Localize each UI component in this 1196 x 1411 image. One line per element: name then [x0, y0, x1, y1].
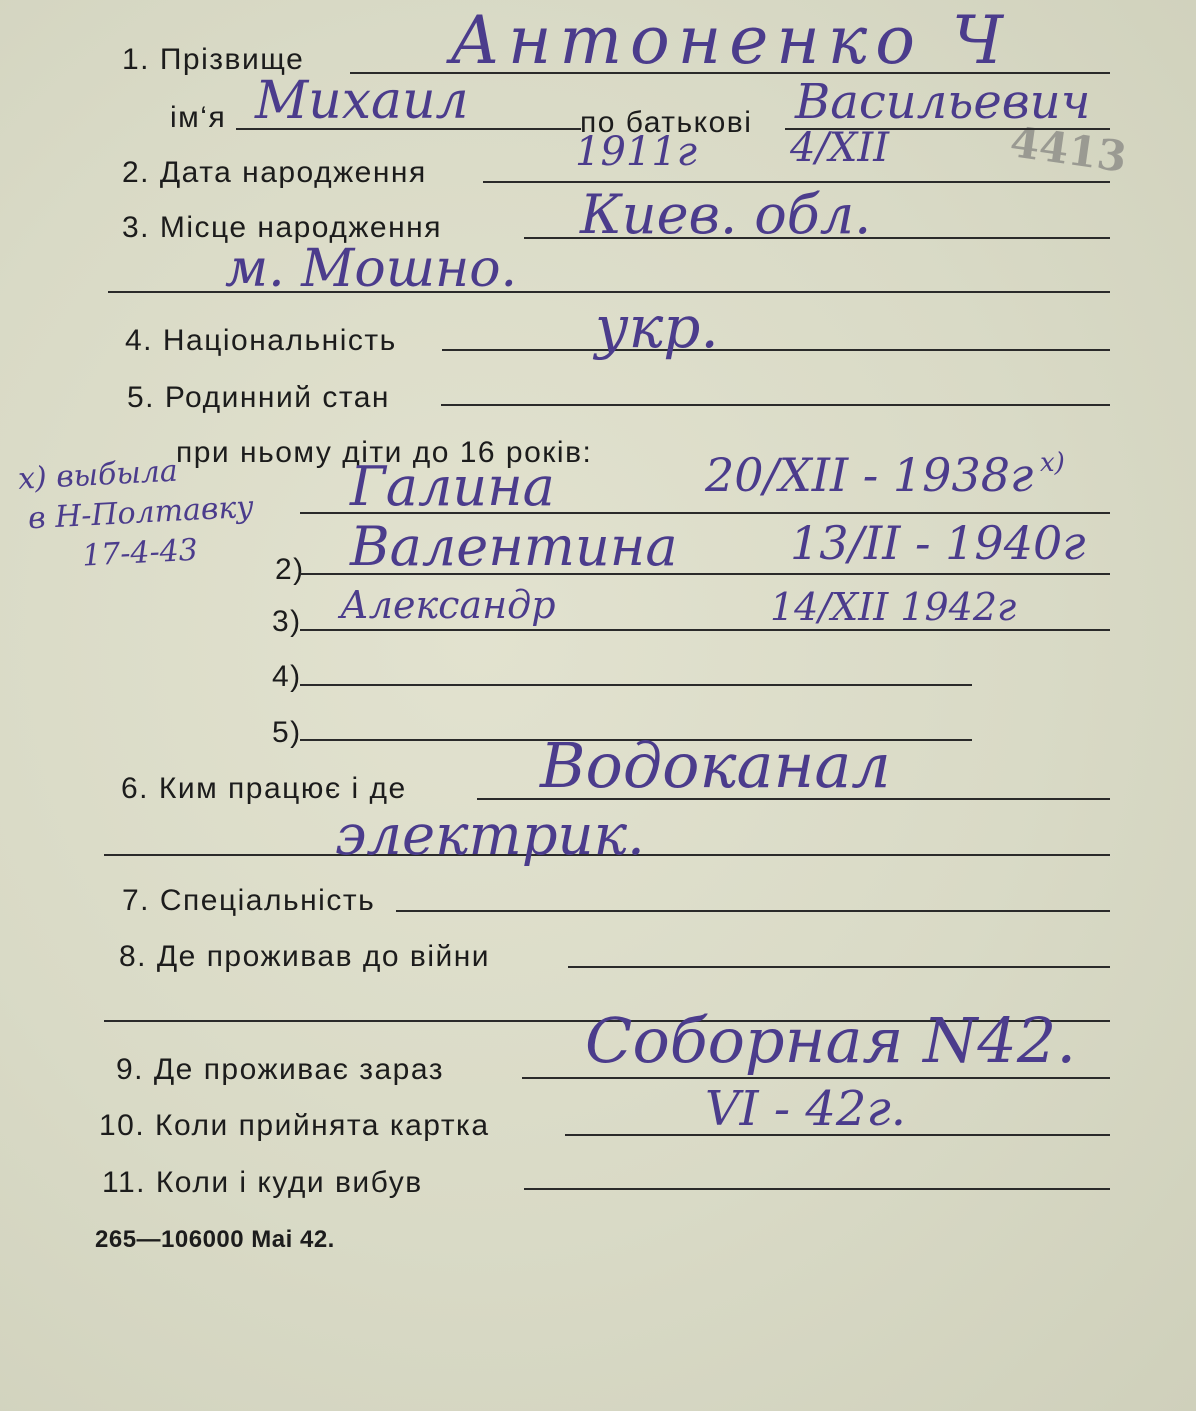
label-current-residence: 9. Де проживає зараз	[116, 1053, 444, 1086]
value-card-accepted: VI - 42г.	[705, 1081, 906, 1137]
label-children: при ньому діти до 16 років:	[176, 436, 593, 469]
line-child-3	[300, 629, 1110, 631]
label-patronymic: по батькові	[580, 106, 753, 139]
label-specialty: 7. Спеціальність	[122, 884, 376, 917]
value-child1-name: Галина	[350, 455, 555, 518]
line-child-4	[300, 684, 972, 686]
label-work: 6. Ким працює і де	[121, 772, 407, 805]
faded-stamp-number: 4413	[1007, 117, 1130, 182]
print-run-footer: 265—106000 Mai 42.	[95, 1226, 335, 1253]
value-patronymic: Васильевич	[795, 74, 1091, 130]
value-work-1: Водоканал	[540, 729, 891, 802]
label-child-2: 2)	[275, 553, 305, 586]
value-child2-date: 13/II - 1940г	[790, 516, 1086, 570]
label-name: ім‘я	[170, 101, 227, 134]
margin-note-line3: 17-4-43	[81, 532, 199, 574]
value-nationality: укр.	[595, 293, 719, 361]
value-birth-year: 1911г	[575, 129, 698, 175]
label-child-4: 4)	[272, 660, 302, 693]
line-current-residence	[522, 1077, 1110, 1079]
margin-note-line1: x) выбыла	[17, 453, 179, 497]
value-child1-mark: x)	[1040, 448, 1065, 478]
value-birth-day: 4/XII	[790, 125, 890, 171]
label-child-5: 5)	[272, 716, 302, 749]
line-specialty	[396, 910, 1110, 912]
value-work-2: электрик.	[335, 803, 645, 868]
margin-note	[17, 444, 323, 580]
value-current-residence: Соборная N42.	[585, 1004, 1077, 1077]
value-child3-date: 14/XII 1942г	[770, 585, 1017, 629]
label-prewar-residence: 8. Де проживав до війни	[119, 940, 491, 973]
line-nationality	[442, 349, 1110, 351]
line-departed	[524, 1188, 1110, 1190]
line-family-status	[441, 404, 1110, 406]
value-surname: Антоненко Ч	[450, 2, 1011, 79]
value-child3-name: Александр	[340, 583, 556, 627]
line-prewar-residence	[568, 966, 1110, 968]
label-birth-date: 2. Дата народження	[122, 156, 427, 189]
label-family-status: 5. Родинний стан	[127, 381, 390, 414]
value-name: Михаил	[255, 71, 469, 131]
label-card-accepted: 10. Коли прийнята картка	[99, 1109, 490, 1142]
value-birth-place-2: м. Мошно.	[225, 239, 518, 299]
value-child2-name: Валентина	[350, 515, 678, 578]
label-surname: 1. Прізвище	[122, 43, 305, 76]
label-child-3: 3)	[272, 605, 302, 638]
label-nationality: 4. Національність	[125, 324, 397, 357]
value-birth-place-1: Киев. обл.	[580, 183, 872, 246]
label-birth-place: 3. Місце народження	[122, 211, 442, 244]
value-child1-date: 20/XII - 1938г	[705, 448, 1034, 502]
margin-note-line2: в Н-Полтавку	[27, 489, 255, 537]
label-departed: 11. Коли і куди вибув	[102, 1166, 423, 1199]
